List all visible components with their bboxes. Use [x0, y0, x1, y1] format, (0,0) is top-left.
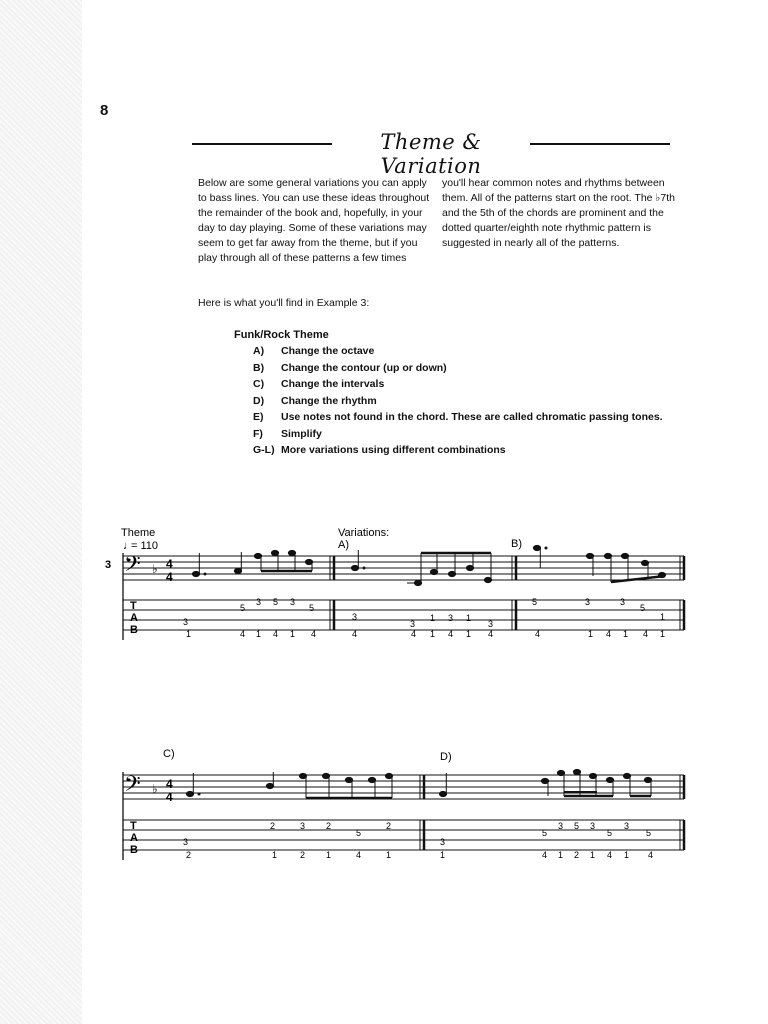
variation-letter: B)	[253, 361, 265, 374]
variation-text: Change the octave	[281, 345, 375, 357]
bass-staff	[123, 556, 684, 580]
tab-clef-a: A	[130, 832, 138, 844]
fingering: 1	[590, 850, 596, 860]
svg-text:1: 1	[430, 613, 436, 623]
svg-text:2: 2	[326, 821, 332, 831]
fingering: 4	[488, 629, 494, 639]
tab-clef-b: B	[130, 624, 138, 636]
section-label-b: B)	[511, 538, 522, 550]
fingering: 4	[648, 850, 654, 860]
fingering: 1	[558, 850, 564, 860]
fingering: 4	[411, 629, 417, 639]
svg-text:5: 5	[607, 828, 613, 838]
svg-text:3: 3	[620, 597, 626, 607]
fingerings	[186, 850, 653, 860]
intro-paragraph-left: Below are some general variations you can apply to bass lines. You can use these ideas throughout the remainder of the book and, hopefully, in your day to day playing. Some of these variations may seem to get far away from the theme, but if you play through all of these patterns a few times	[198, 177, 430, 264]
fingering: 1	[466, 629, 472, 639]
svg-text:2: 2	[386, 821, 392, 831]
time-signature-bottom: 4	[166, 570, 173, 584]
tab-numbers	[183, 597, 665, 629]
fingering: 4	[356, 850, 362, 860]
barlines	[330, 556, 684, 630]
fingering: 1	[272, 850, 278, 860]
fingering: 1	[588, 629, 594, 639]
example-number: 3	[105, 559, 112, 571]
fingering: 1	[660, 629, 666, 639]
svg-text:5: 5	[574, 821, 580, 831]
fingering: 1	[186, 629, 192, 639]
fingering: 1	[624, 850, 630, 860]
svg-text:3: 3	[590, 821, 596, 831]
svg-text:3: 3	[488, 619, 494, 629]
section-title-text: Theme & Variation	[380, 130, 482, 178]
svg-text:5: 5	[273, 597, 279, 607]
variation-letter: G-L)	[253, 444, 275, 456]
funk-rock-theme-heading: Funk/Rock Theme	[234, 329, 329, 341]
svg-text:3: 3	[624, 821, 630, 831]
variation-letter: E)	[253, 411, 264, 423]
fingering: 1	[623, 629, 629, 639]
svg-text:3: 3	[183, 837, 189, 847]
section-label-c: C)	[163, 748, 175, 760]
time-signature-top: 4	[166, 777, 173, 791]
fingering: 4	[311, 629, 317, 639]
fingering: 4	[448, 629, 454, 639]
svg-text:3: 3	[448, 613, 454, 623]
tab-clef-t: T	[130, 600, 137, 612]
fingering: 4	[607, 850, 613, 860]
svg-text:3: 3	[440, 837, 446, 847]
fingering: 1	[386, 850, 392, 860]
notation-system-2	[123, 748, 684, 860]
tempo-marking: = 110	[131, 540, 159, 552]
time-signature-bottom: 4	[166, 790, 173, 804]
svg-text:5: 5	[640, 603, 646, 613]
svg-text:1: 1	[660, 612, 666, 622]
bass-clef-icon: 𝄢	[124, 771, 141, 801]
section-label-a: A)	[338, 539, 349, 551]
barlines	[420, 775, 684, 850]
variation-letter: C)	[253, 378, 265, 390]
variations-label: Variations:	[338, 527, 390, 539]
fingering: 2	[186, 850, 192, 860]
svg-text:3: 3	[410, 619, 416, 629]
variation-letter: F)	[253, 427, 263, 440]
variation-text: Simplify	[281, 427, 322, 440]
flat-key-signature-icon: ♭	[152, 562, 158, 576]
svg-text:2: 2	[270, 821, 276, 831]
svg-text:3: 3	[300, 821, 306, 831]
fingering: 1	[440, 850, 446, 860]
intro-paragraph-right: you'll hear common notes and rhythms between them. All of the patterns start on the root. The ♭7th and the 5th of the chords are prominent and the dotted quarter/eighth note rhythmic pattern is suggested in nearly all of the patterns.	[442, 177, 675, 249]
time-signature-top: 4	[166, 557, 173, 571]
variation-letter: D)	[253, 394, 265, 407]
variation-text: Use notes not found in the chord. These are called chromatic passing tones.	[281, 411, 663, 423]
svg-text:3: 3	[352, 612, 358, 622]
tab-staff	[123, 600, 684, 630]
fingering: 2	[300, 850, 306, 860]
fingering: 1	[290, 629, 296, 639]
tab-staff	[123, 820, 684, 850]
example-lead-text: Here is what you'll find in Example 3:	[198, 297, 370, 309]
fingering: 1	[256, 629, 262, 639]
variation-text: Change the intervals	[281, 378, 385, 390]
svg-text:3: 3	[183, 617, 189, 627]
fingering: 4	[240, 629, 246, 639]
tab-clef-a: A	[130, 612, 138, 624]
fingering: 4	[352, 629, 358, 639]
theme-label: Theme	[121, 527, 156, 539]
tab-clef-t: T	[130, 820, 137, 832]
fingering: 1	[430, 629, 436, 639]
svg-text:3: 3	[256, 597, 262, 607]
svg-text:3: 3	[585, 597, 591, 607]
fingering: 4	[643, 629, 649, 639]
variation-text: Change the contour (up or down)	[281, 361, 447, 374]
flat-key-signature-icon: ♭	[152, 782, 158, 796]
svg-text:3: 3	[558, 821, 564, 831]
tab-clef-b: B	[130, 844, 138, 856]
fingering: 4	[542, 850, 548, 860]
fingering: 4	[535, 629, 541, 639]
svg-text:5: 5	[646, 828, 652, 838]
section-label-d: D)	[440, 751, 452, 763]
notes	[186, 769, 651, 798]
page-number: 8	[100, 102, 109, 119]
quarter-note-icon: ♩	[123, 540, 134, 552]
svg-text:5: 5	[542, 828, 548, 838]
svg-text:3: 3	[290, 597, 296, 607]
svg-text:5: 5	[356, 828, 362, 838]
tab-numbers	[183, 821, 651, 847]
fingering: 2	[574, 850, 580, 860]
variation-text: Change the rhythm	[281, 394, 377, 407]
notation-system-1	[105, 527, 684, 640]
svg-text:5: 5	[532, 597, 538, 607]
bass-clef-icon: 𝄢	[124, 551, 141, 581]
fingering: 4	[606, 629, 612, 639]
svg-text:5: 5	[309, 603, 315, 613]
svg-text:1: 1	[466, 613, 472, 623]
svg-text:5: 5	[240, 603, 246, 613]
variation-text: More variations using different combinations	[281, 444, 506, 456]
variation-letter: A)	[253, 345, 265, 357]
fingering: 1	[326, 850, 332, 860]
fingering: 4	[273, 629, 279, 639]
